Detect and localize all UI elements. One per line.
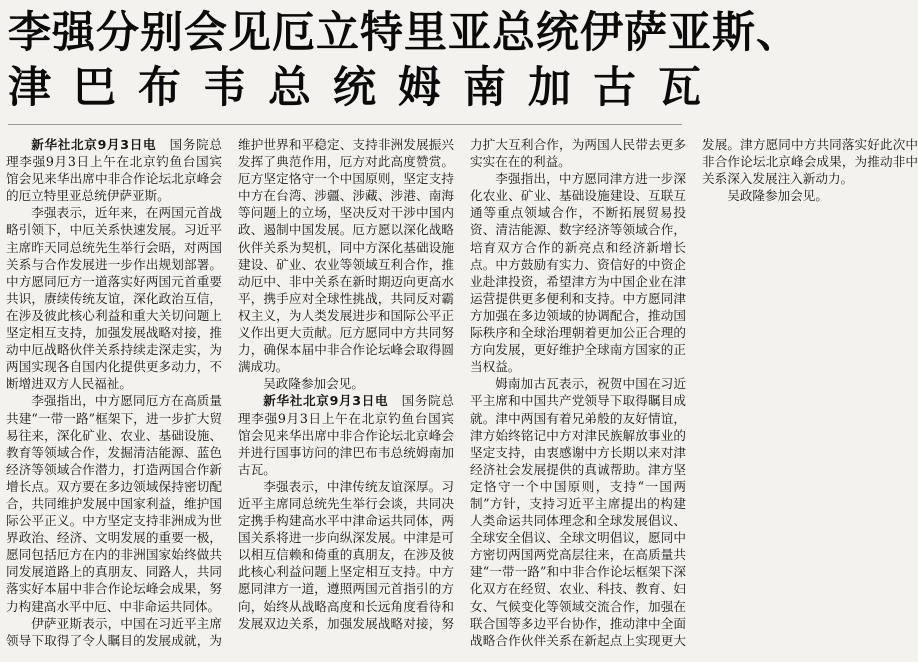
dateline: 新华社北京9月3日电 <box>263 393 389 409</box>
dateline: 新华社北京9月3日电 <box>31 137 157 152</box>
paragraph-text: 国务院总理李强9月3日上午在北京钓鱼台国宾馆会见来华出席中非合作论坛北京峰会的厄立特里亚总统伊萨亚斯。 <box>6 137 223 204</box>
article-paragraph <box>6 204 222 392</box>
article-headline <box>8 6 800 116</box>
article-paragraph <box>702 187 918 204</box>
headline-line-2: 津巴布韦总统姆南加古瓦 <box>8 63 723 113</box>
paragraph-text: 伊萨亚斯表示，中国在习近平主席领导下取得了令人瞩目的发展成就，为维护世界和平稳定、支持非洲发展振兴发挥了典范作用，厄方对此高度赞赏。厄方坚定恪守一个中国原则，坚定支持中方在台湾、涉疆、涉藏、涉港、南海等问题上的立场，坚决反对干涉中国内政、遏制中国发展。厄方愿以深化战略伙伴关系为契机，同中方深化基础设施建设、矿业、农业等领域互利合作，推动厄中、非中关系在新时期迈向更高水平，携手应对全球性挑战，共同反对霸权主义，为人类发展进步和国际公平正义作出更大贡献。厄方愿同中方共同努力，确保本届中非合作论坛峰会取得圆满成功。 <box>6 137 454 648</box>
headline-line-1: 李强分别会见厄立特里亚总统伊萨亚斯、 <box>8 8 800 58</box>
headline-divider <box>8 124 682 125</box>
paragraph-text: 李强指出，中方愿同津方进一步深化农业、矿业、基础设施建设、互联互通等重点领域合作，不断拓展贸易投资、清洁能源、数字经济等领域合作，培育双方合作的新亮点和经济新增长点。中方鼓励有实力、资信好的中资企业赴津投资，希望津方为中国企业在津运营提供更多便利和支持。中方愿同津方加强在多边领域的协调配合，推动国际秩序和全球治理朝着更加公正合理的方向发展，更好维护全球南方国家的正当权益。 <box>470 171 686 375</box>
article-body <box>6 136 918 656</box>
paragraph-text: 吴政隆参加会见。 <box>263 376 364 392</box>
article-paragraph <box>6 136 222 204</box>
paragraph-text: 李强指出，中方愿同厄方在高质量共建“一带一路”框架下，进一步扩大贸易往来，深化矿业、农业、基础设施、教育等领域合作，发掘清洁能源、蓝色经济等领域合作潜力，打造两国合作新增长点。双方要在多边领域保持密切配合，共同维护发展中国家利益，维护国际公平正义。中方坚定支持非洲成为世界政治、经济、文明发展的重要一极，愿同包括厄方在内的非洲国家始终做共同发展道路上的真朋友、同路人，共同落实好本届中非合作论坛峰会成果，努力构建高水平中厄、中非命运共同体。 <box>6 393 222 614</box>
article-paragraph <box>238 392 454 477</box>
paragraph-text: 姆南加古瓦表示，祝贺中国在习近平主席和中国共产党领导下取得瞩目成就。津中两国有着兄弟般的友好情谊，津方始终铭记中方对津民族解放事业的坚定支持，由衷感谢中方长期以来对津经济社会发展提供的真诚帮助。津方坚定恪守一个中国原则，支持“一国两制”方针，支持习近平主席提出的构建人类命运共同体理念和全球发展倡议、全球安全倡议、全球文明倡议，愿同中方密切两国两党高层往来，在高质量共建“一带一路”和中非合作论坛框架下深化双方在经贸、农业、科技、教育、妇女、气候变化等领域交流合作，加强在联合国等多边平台协作，推动津中全面战略合作伙伴关系在新起点上实现更大发展。津方愿同中方共同落实好此次中非合作论坛北京峰会成果，为推动非中关系深入发展注入新动力。 <box>470 137 918 648</box>
paragraph-text: 李强表示，中津传统友谊深厚。习近平主席同总统先生举行会谈，共同决定携手构建高水平中津命运共同体，两国关系将进一步向纵深发展。中津是可以相互信赖和倚重的真朋友，在涉及彼此核心利益问题上坚定相互支持。中方愿同津方一道，遵照两国元首指引的方向，始终从战略高度和长远角度看待和发展双边关系，加强发展战略对接，努力扩大互利合作，为两国人民带去更多实实在在的利益。 <box>238 137 686 631</box>
article-paragraph <box>238 375 454 392</box>
paragraph-text: 吴政隆参加会见。 <box>727 188 828 204</box>
article-paragraph <box>6 392 222 614</box>
paragraph-text: 国务院总理李强9月3日上午在北京钓鱼台国宾馆会见来华出席中非合作论坛北京峰会并进行国事访问的津巴布韦总统姆南加古瓦。 <box>238 393 455 477</box>
article-paragraph <box>470 170 686 375</box>
paragraph-text: 李强表示，近年来，在两国元首战略引领下，中厄关系快速发展。习近平主席昨天同总统先生举行会晤，对两国关系与合作发展进一步作出规划部署。中方愿同厄方一道落实好两国元首重要共识，赓续传统友谊，深化政治互信，在涉及彼此核心利益和重大关切问题上坚定相互支持，加强发展战略对接，推动中厄战略伙伴关系持续走深走实，为两国实现各自国内化提供更多动力，不断增进双方人民福祉。 <box>6 205 222 392</box>
